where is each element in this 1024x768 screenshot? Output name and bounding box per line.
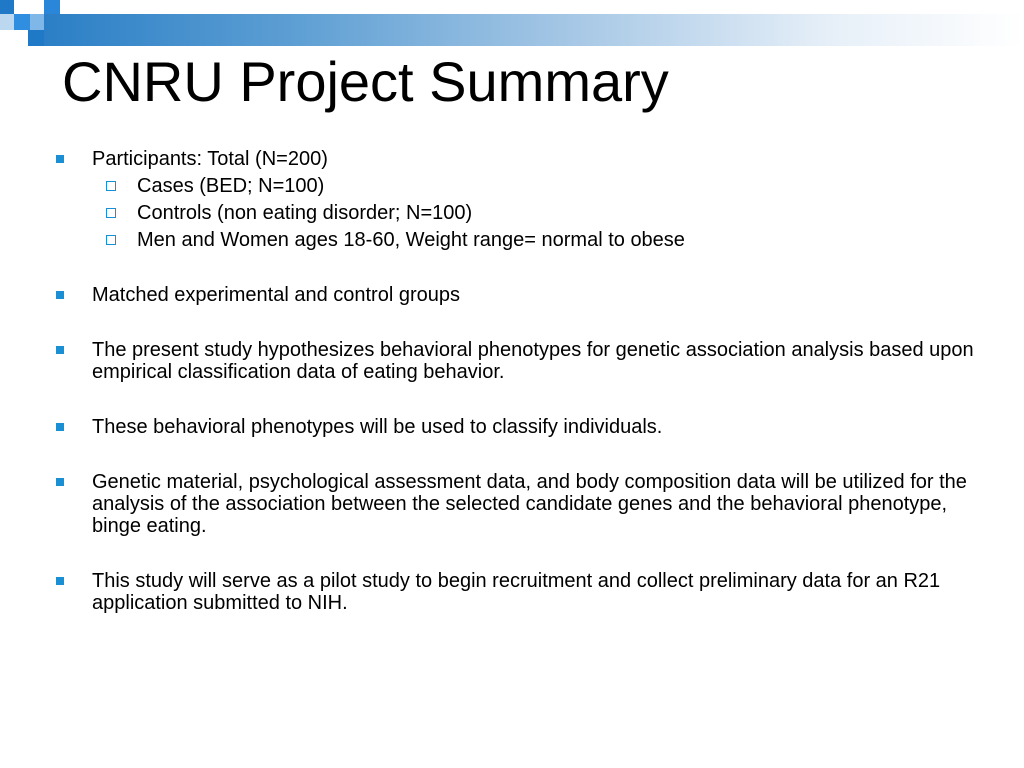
bullet-text: Participants: Total (N=200) — [92, 148, 328, 170]
slide-title: CNRU Project Summary — [62, 50, 669, 113]
decorative-square — [28, 30, 44, 46]
sub-bullet-text: Controls (non eating disorder; N=100) — [137, 202, 473, 224]
decorative-square — [60, 0, 76, 14]
sub-bullet-item — [92, 229, 982, 251]
square-bullet-icon — [56, 478, 64, 486]
hollow-square-bullet-icon — [106, 235, 116, 245]
bullet-item — [52, 284, 982, 306]
bullet-text: These behavioral phenotypes will be used to classify individuals. — [92, 416, 663, 438]
decorative-square — [0, 14, 14, 30]
bullet-item — [52, 148, 982, 251]
square-bullet-icon — [56, 577, 64, 585]
hollow-square-bullet-icon — [106, 208, 116, 218]
bullet-list — [52, 148, 982, 647]
bullet-text: This study will serve as a pilot study to begin recruitment and collect preliminary data for an R21 application submitted to NIH. — [92, 570, 941, 614]
title-banner — [44, 14, 1024, 46]
bullet-item — [52, 339, 982, 383]
square-bullet-icon — [56, 346, 64, 354]
bullet-text: Genetic material, psychological assessment data, and body composition data will be utilized for the analysis of the association between the selected candidate genes and the behavioral phenotype, binge eating. — [92, 471, 967, 537]
decorative-square — [14, 14, 30, 30]
bullet-item — [52, 570, 982, 614]
sub-bullet-text: Cases (BED; N=100) — [137, 175, 325, 197]
sub-bullet-text: Men and Women ages 18-60, Weight range= normal to obese — [137, 229, 685, 251]
decorative-square — [28, 0, 44, 14]
hollow-square-bullet-icon — [106, 181, 116, 191]
sub-bullet-list — [92, 175, 982, 251]
sub-bullet-item — [92, 175, 982, 197]
square-bullet-icon — [56, 291, 64, 299]
decorative-square — [0, 0, 14, 14]
bullet-item — [52, 416, 982, 438]
sub-bullet-item — [92, 202, 982, 224]
bullet-text: The present study hypothesizes behavioral phenotypes for genetic association analysis based upon empirical classification data of eating behavior. — [92, 339, 974, 383]
bullet-item — [52, 471, 982, 537]
square-bullet-icon — [56, 423, 64, 431]
bullet-text: Matched experimental and control groups — [92, 284, 460, 306]
square-bullet-icon — [56, 155, 64, 163]
decorative-square — [44, 0, 60, 14]
decorative-square — [30, 14, 44, 30]
